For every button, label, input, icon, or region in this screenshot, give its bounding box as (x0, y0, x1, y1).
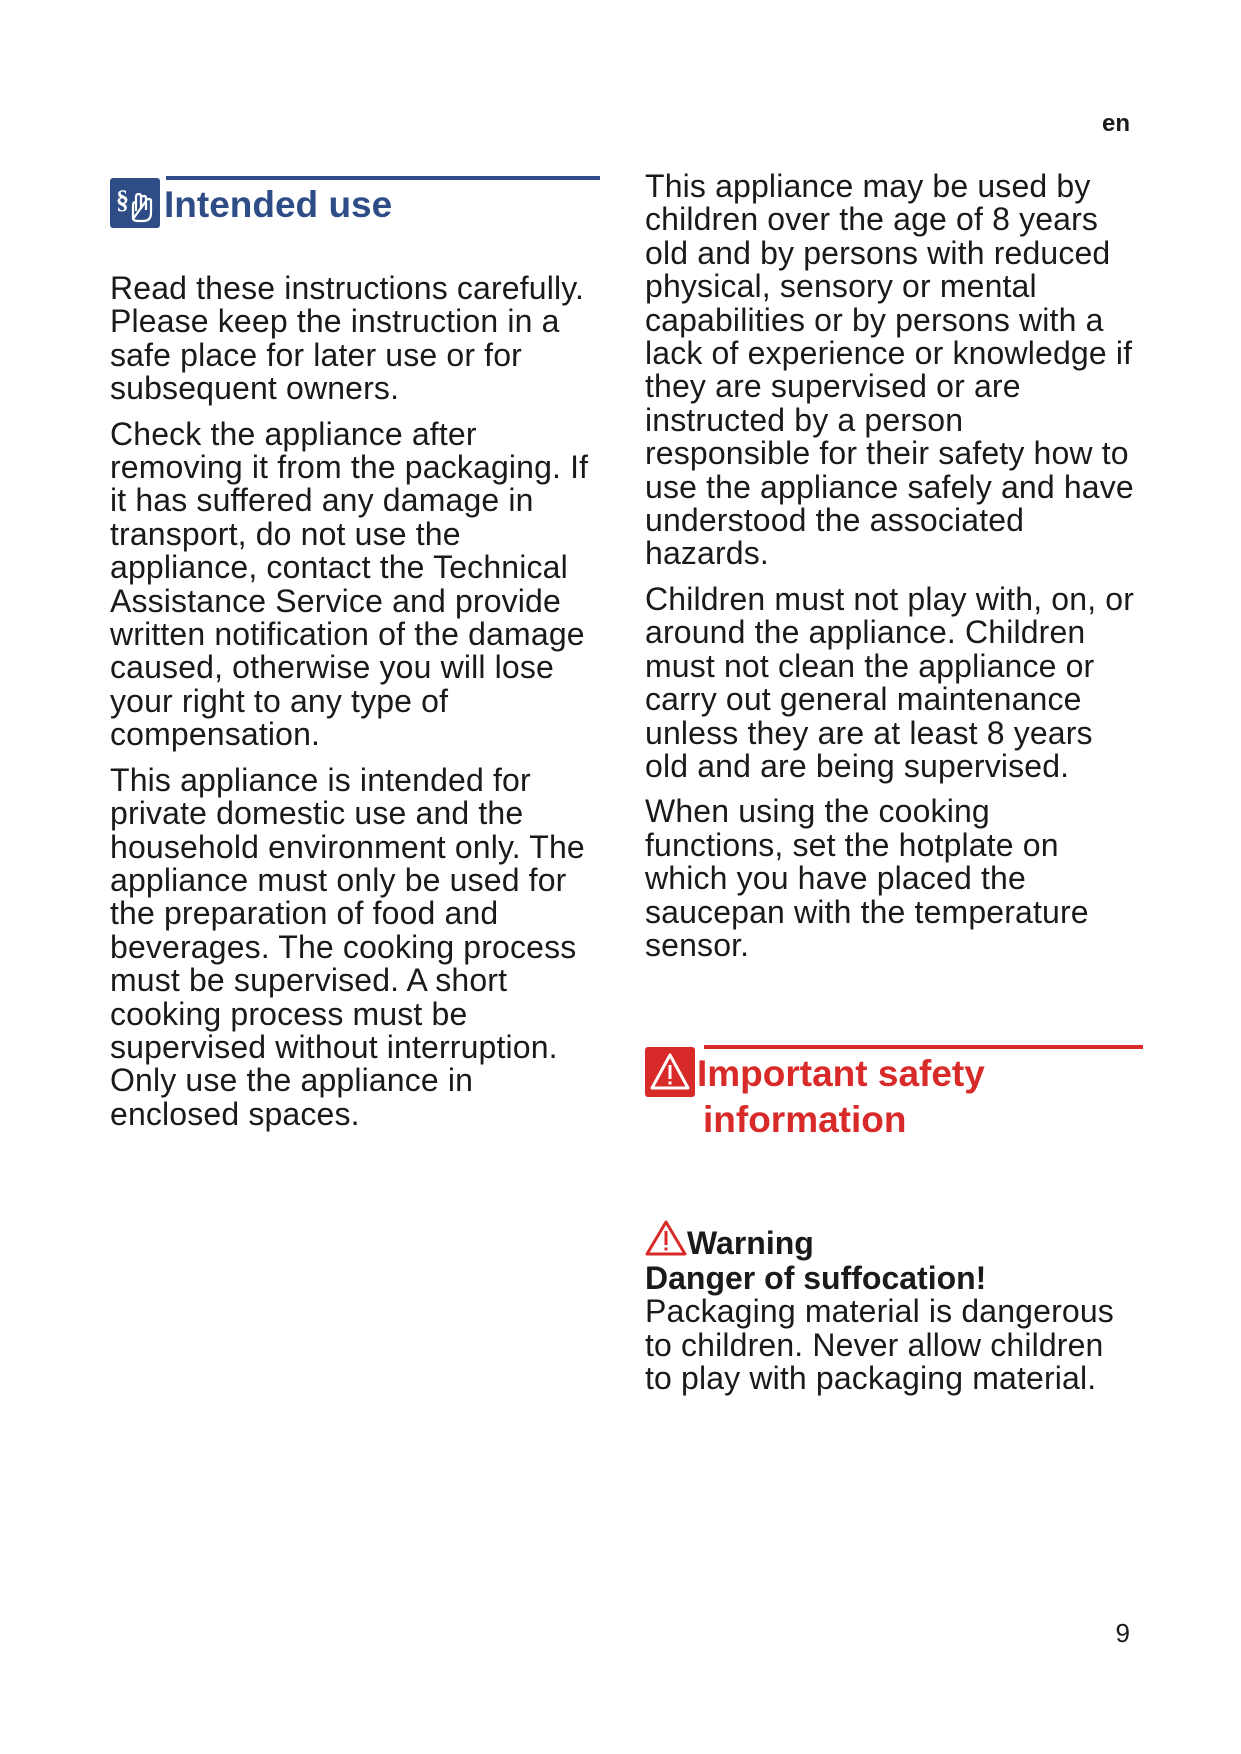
intended-use-section (110, 176, 600, 1143)
right-paragraph-3: When using the cooking functions, set the hotplate on which you have placed the saucepan with the temperature sensor. (645, 793, 1089, 963)
warning-text: Packaging material is dangerous to children. Never allow children to play with packaging material. (645, 1293, 1114, 1397)
page-number: 9 (1115, 1618, 1130, 1648)
language-code: en (1101, 110, 1130, 137)
svg-text:§: § (116, 185, 129, 214)
important-safety-title-line1: Important safety (697, 1053, 985, 1095)
important-safety-title (697, 1051, 1127, 1143)
warning-triangle-icon (645, 1047, 695, 1097)
important-safety-heading (645, 1045, 1135, 1155)
safety-heading-rule (704, 1045, 1143, 1049)
important-safety-title-line2: information (703, 1099, 907, 1141)
intended-use-paragraph-2: Check the appliance after removing it from the packaging. If it has suffered any damage in transport, do not use the appliance, contact the Technical Assistance Service and provide written notification of the damage caused, otherwise you will lose your right to any type of compensation. (110, 415, 589, 753)
warning-block (645, 1223, 1135, 1395)
warning-label: Warning (687, 1225, 814, 1262)
right-column (645, 170, 1135, 1408)
intended-use-paragraph-1: Read these instructions carefully. Please keep the instruction in a safe place for later use or for subsequent owners. (110, 270, 585, 407)
right-paragraph-1: This appliance may be used by children over the age of 8 years old and by persons with reduced physical, sensory or mental capabilities or by persons with a lack of experience or knowledge if they are supervised or are instructed by a person responsible for their safety how to use the appliance safely and have understood the associated hazards. (645, 168, 1134, 572)
warning-label-row (645, 1223, 1135, 1261)
section-hand-icon (110, 178, 160, 228)
right-paragraph-2: Children must not play with, on, or around the appliance. Children must not clean the appliance or carry out general maintenance unless they are at least 8 years old and are being supervised. (645, 580, 1135, 784)
warning-triangle-outline-icon (645, 1220, 687, 1261)
intended-use-title: Intended use (164, 184, 393, 225)
heading-rule (166, 176, 600, 180)
danger-heading: Danger of suffocation! (645, 1260, 987, 1297)
intended-use-paragraph-3: This appliance is intended for private domestic use and the household environment only. The appliance must only be used for the preparation of food and beverages. The cooking process must be supervised. A short cooking process must be supervised without interruption. Only use the appliance in enclosed spaces. (110, 761, 585, 1132)
intended-use-heading (110, 176, 600, 236)
